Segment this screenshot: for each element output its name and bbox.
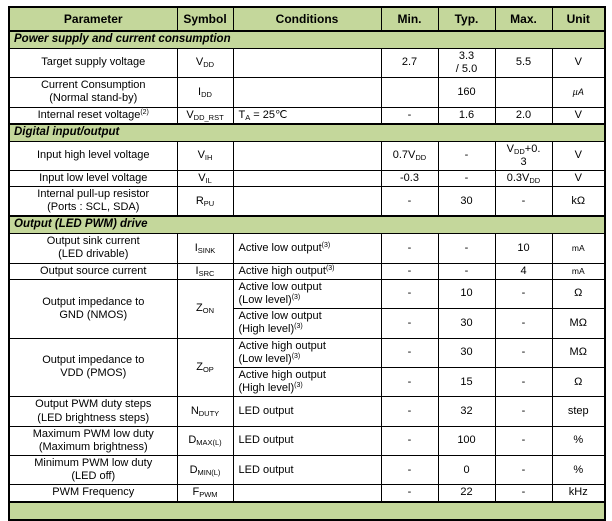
table-row [9,426,605,455]
typ-cell: 10 [438,279,495,308]
typ-cell: 0 [438,456,495,485]
parameter-cell: Minimum PWM low duty (LED off) [9,456,177,485]
min-cell: - [381,187,438,217]
parameter-cell: Internal reset voltage$^{(2)}$ [9,107,177,124]
symbol-cell: $I_{DD}$ [177,78,233,107]
symbol-cell: $Z_{OP}$ [177,338,233,397]
conditions-cell [233,187,381,217]
min-cell [381,78,438,107]
symbol-cell: $V_{DD}$ [177,48,233,77]
conditions-cell [233,485,381,502]
typ-cell: 1.6 [438,107,495,124]
unit-cell: mA [552,234,605,263]
table-row [9,338,605,367]
parameter-cell: Output PWM duty steps (LED brightness steps) [9,397,177,426]
unit-cell: % [552,426,605,455]
typ-cell: 15 [438,367,495,396]
min-cell: - [381,338,438,367]
symbol-cell: $V_{IH}$ [177,141,233,170]
min-cell: - [381,397,438,426]
unit-cell: kΩ [552,187,605,217]
conditions-cell [233,141,381,170]
section-header-row [9,502,605,520]
unit-cell: V [552,48,605,77]
parameter-cell: Maximum PWM low duty (Maximum brightness) [9,426,177,455]
table-row [9,141,605,170]
min-cell: 2.7 [381,48,438,77]
typ-cell: 30 [438,187,495,217]
unit-cell: step [552,397,605,426]
conditions-cell: LED output [233,456,381,485]
unit-cell: Ω [552,279,605,308]
symbol-cell: $N_{DUTY}$ [177,397,233,426]
max-cell [495,78,552,107]
unit-cell: MΩ [552,309,605,338]
max-cell: 10 [495,234,552,263]
table-row [9,456,605,485]
typ-cell: 30 [438,338,495,367]
unit-cell: V [552,141,605,170]
max-cell: - [495,367,552,396]
symbol-cell: $V_{DD\_RST}$ [177,107,233,124]
col-header-parameter: Parameter [9,7,177,31]
unit-cell: MΩ [552,338,605,367]
typ-cell: 100 [438,426,495,455]
section-title: Digital input/output [9,124,605,141]
max-cell: - [495,338,552,367]
col-header-max: Max. [495,7,552,31]
max-cell: - [495,456,552,485]
min-cell: - [381,456,438,485]
min-cell: - [381,426,438,455]
col-header-typ: Typ. [438,7,495,31]
typ-cell: 160 [438,78,495,107]
typ-cell: - [438,170,495,186]
max-cell: - [495,397,552,426]
max-cell: - [495,279,552,308]
unit-cell: Ω [552,367,605,396]
max-cell: 2.0 [495,107,552,124]
conditions-cell [233,170,381,186]
table-row [9,263,605,279]
symbol-cell: $Z_{ON}$ [177,279,233,338]
section-title: Output (LED PWM) drive [9,216,605,233]
max-cell: 4 [495,263,552,279]
symbol-cell: $R_{PU}$ [177,187,233,217]
symbol-cell: $D_{MAX(L)}$ [177,426,233,455]
typ-cell: 32 [438,397,495,426]
col-header-unit: Unit [552,7,605,31]
col-header-min: Min. [381,7,438,31]
conditions-cell: Active high output (Low level)$^{(3)}$ [233,338,381,367]
symbol-cell: $V_{IL}$ [177,170,233,186]
max-cell: 5.5 [495,48,552,77]
min-cell: - [381,107,438,124]
parameter-cell: Output source current [9,263,177,279]
typ-cell: 30 [438,309,495,338]
table-row [9,234,605,263]
min-cell: - [381,279,438,308]
typ-cell: 22 [438,485,495,502]
table-row [9,397,605,426]
table-row [9,485,605,502]
table-body [9,31,605,520]
min-cell: - [381,234,438,263]
table-row [9,107,605,124]
conditions-cell: LED output [233,397,381,426]
parameter-cell: Input high level voltage [9,141,177,170]
unit-cell: µA [552,78,605,107]
symbol-cell: $F_{PWM}$ [177,485,233,502]
max-cell: - [495,426,552,455]
max-cell: $V_{DD}+0$. 3 [495,141,552,170]
unit-cell: V [552,170,605,186]
max-cell: - [495,485,552,502]
parameter-cell: Input low level voltage [9,170,177,186]
col-header-symbol: Symbol [177,7,233,31]
conditions-cell: Active low output (High level)$^{(3)}$ [233,309,381,338]
section-header-row [9,124,605,141]
conditions-cell: Active low output$^{(3)}$ [233,234,381,263]
table-row [9,187,605,217]
parameter-cell: Output sink current (LED drivable) [9,234,177,263]
unit-cell: mA [552,263,605,279]
max-cell: - [495,187,552,217]
col-header-conditions: Conditions [233,7,381,31]
conditions-cell [233,78,381,107]
section-header-row [9,216,605,233]
table-row [9,279,605,308]
symbol-cell: $I_{SRC}$ [177,263,233,279]
min-cell: - [381,263,438,279]
conditions-cell: LED output [233,426,381,455]
header-row [9,7,605,31]
parameter-cell: Internal pull-up resistor (Ports : SCL, SDA) [9,187,177,217]
unit-cell: % [552,456,605,485]
typ-cell: - [438,263,495,279]
parameter-cell: Output impedance to GND (NMOS) [9,279,177,338]
typ-cell: - [438,234,495,263]
unit-cell: V [552,107,605,124]
parameter-cell: Current Consumption (Normal stand-by) [9,78,177,107]
section-title: Power supply and current consumption [9,31,605,48]
conditions-cell: Active high output$^{(3)}$ [233,263,381,279]
typ-cell: - [438,141,495,170]
table-row [9,78,605,107]
min-cell: -0.3 [381,170,438,186]
symbol-cell: $D_{MIN(L)}$ [177,456,233,485]
parameter-cell: Output impedance to VDD (PMOS) [9,338,177,397]
conditions-cell: Active high output (High level)$^{(3)}$ [233,367,381,396]
max-cell: - [495,309,552,338]
parameter-cell: Target supply voltage [9,48,177,77]
min-cell: - [381,367,438,396]
table-row [9,170,605,186]
min-cell: - [381,485,438,502]
min-cell: $0.7V_{DD}$ [381,141,438,170]
min-cell: - [381,309,438,338]
section-title [9,502,605,520]
electrical-spec-table [8,6,606,521]
typ-cell: 3.3 / 5.0 [438,48,495,77]
parameter-cell: PWM Frequency [9,485,177,502]
max-cell: $0.3V_{DD}$ [495,170,552,186]
conditions-cell: Active low output (Low level)$^{(3)}$ [233,279,381,308]
conditions-cell [233,48,381,77]
unit-cell: kHz [552,485,605,502]
symbol-cell: $I_{SINK}$ [177,234,233,263]
table-row [9,48,605,77]
conditions-cell: $T_A$ = 25℃ [233,107,381,124]
section-header-row [9,31,605,48]
